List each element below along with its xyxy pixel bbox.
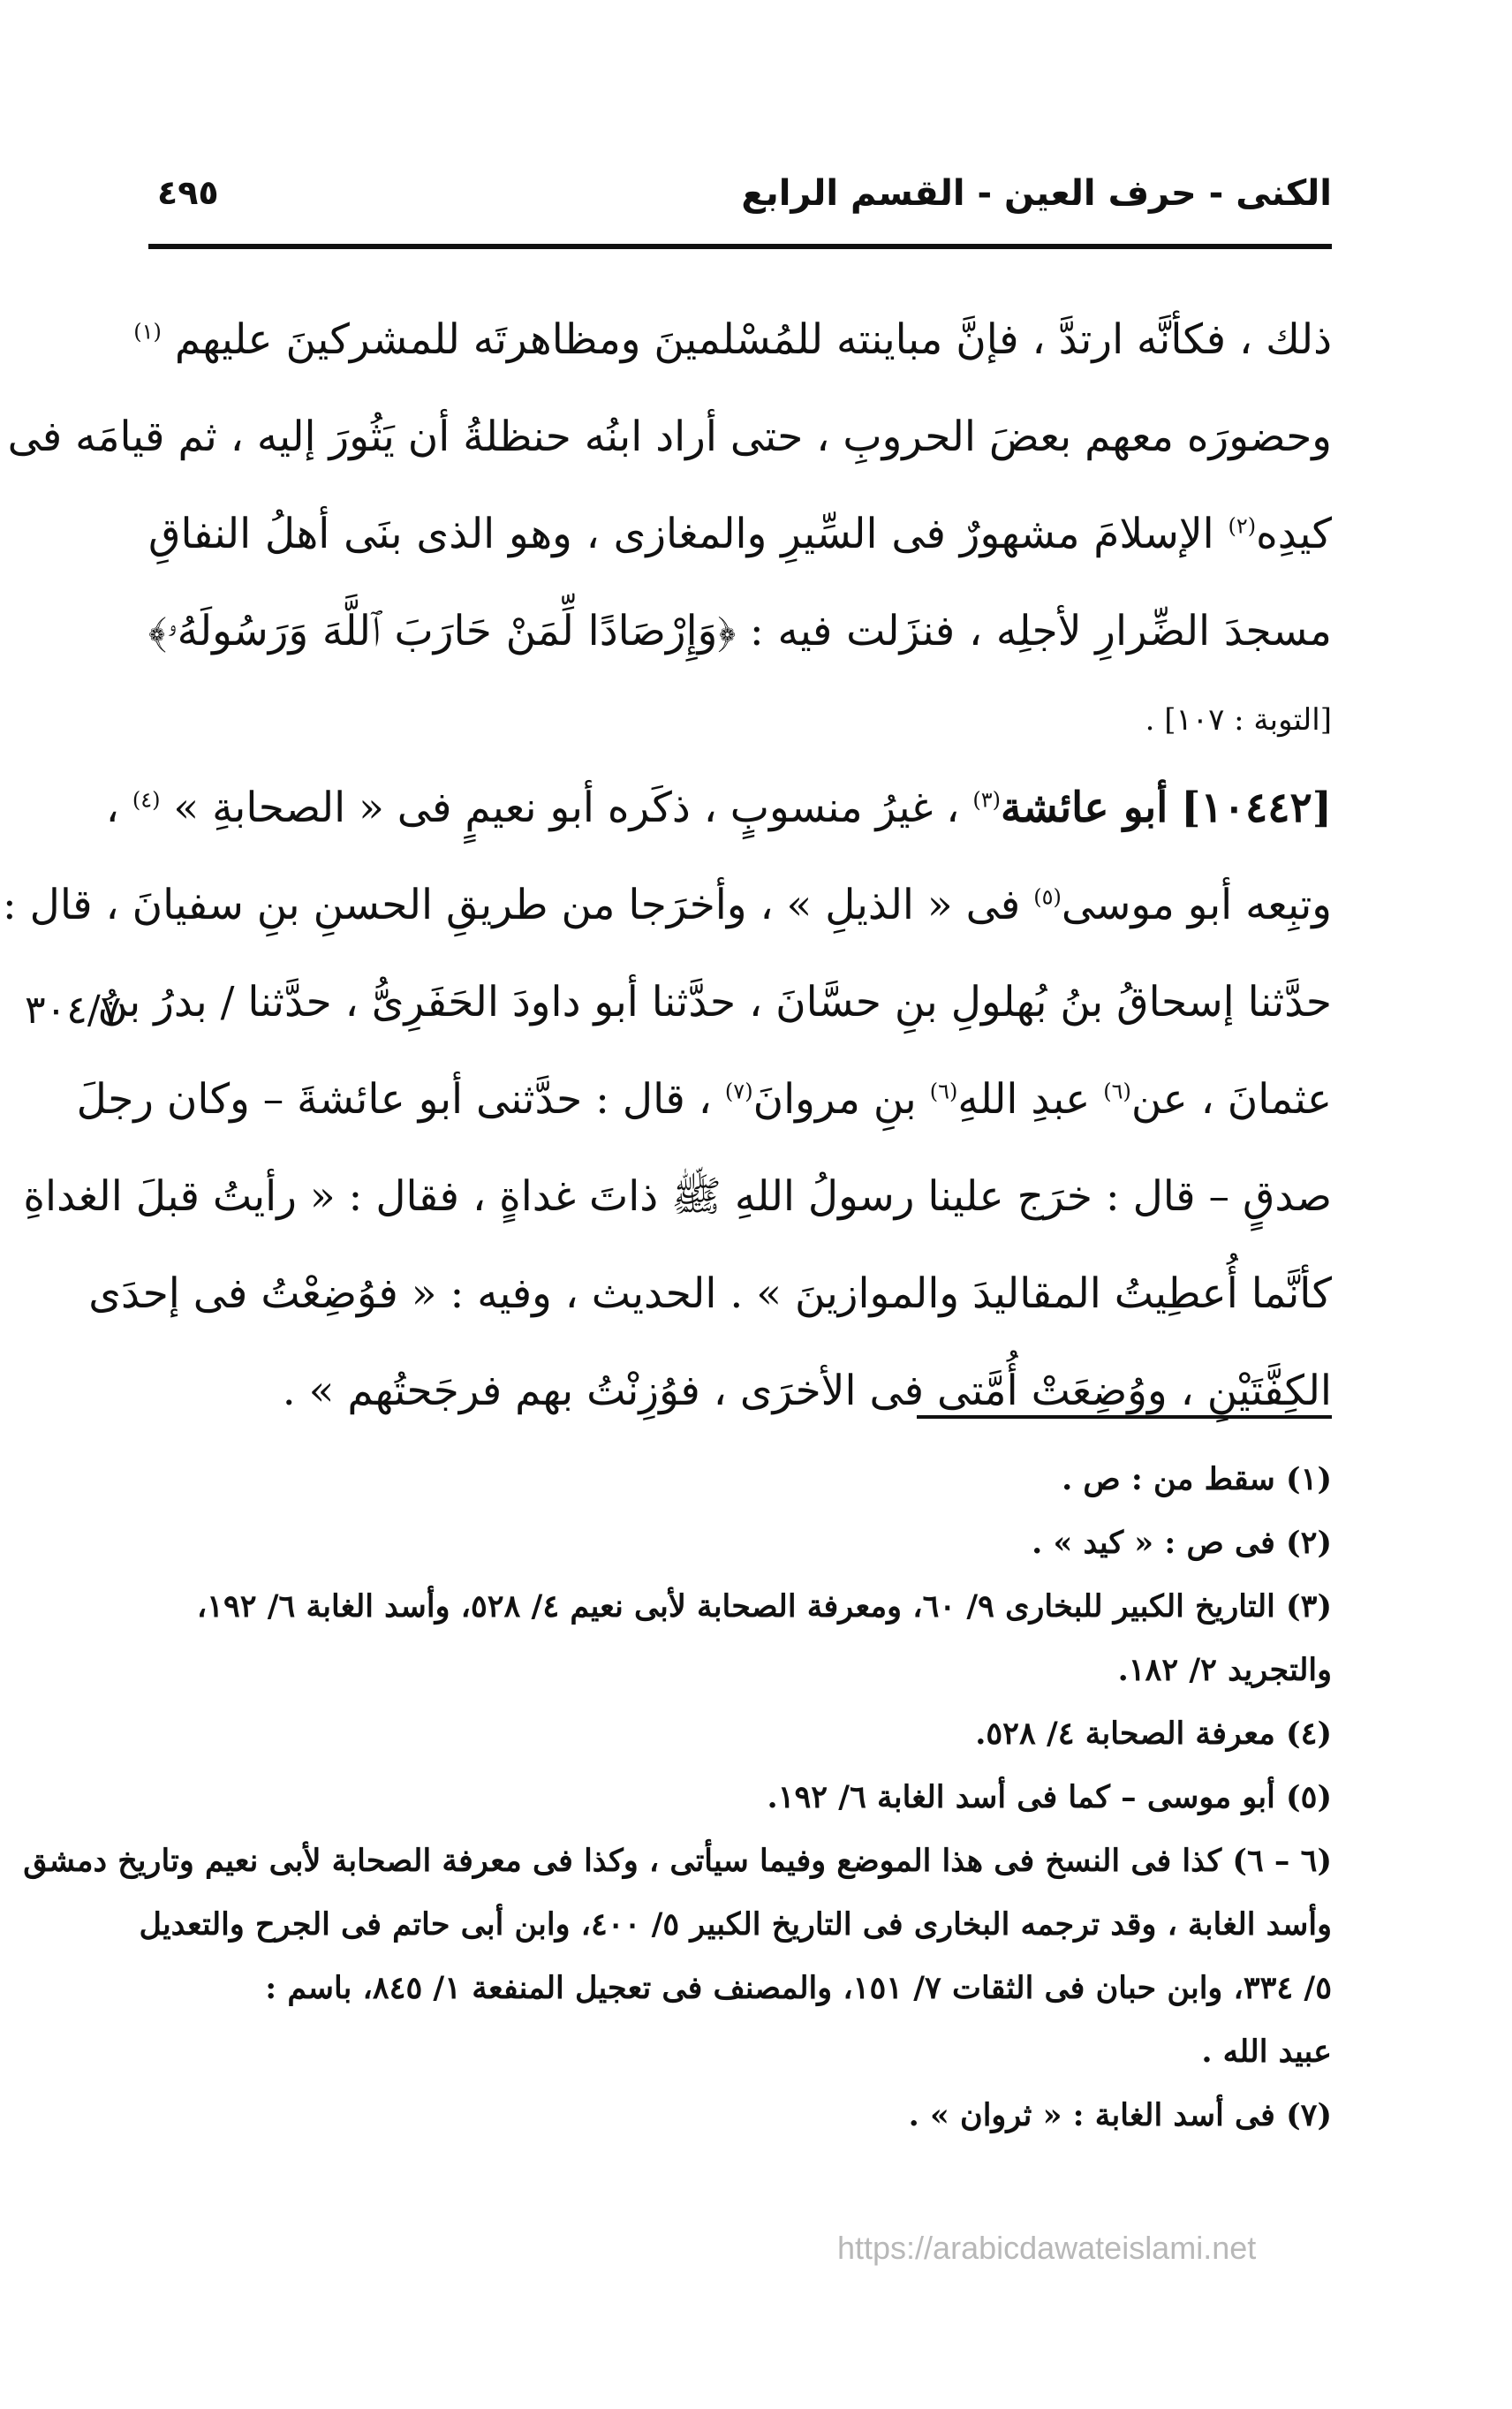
running-header [148, 166, 1332, 237]
watermark-url: https://arabicdawateislami.net [837, 2230, 1257, 2266]
footnotes [23, 1449, 1332, 2148]
footnote: (٤) معرفة الصحابة ٤/ ٥٢٨. [975, 1716, 1332, 1752]
line-text: الإسلامَ مشهورٌ فى السِّيرِ والمغازى ، وهو الذى بنَى أهلُ النفاقِ [148, 510, 1228, 558]
line-text: عثمانَ ، عن [1130, 1075, 1332, 1124]
text-line [88, 1246, 1332, 1343]
text-line [7, 389, 1332, 486]
line-text: ، قال : حدَّثنى أبو عائشةَ – وكان رجلَ [76, 1075, 725, 1124]
line-text: حدَّثنا إسحاقُ بنُ بُهلولِ بنِ حسَّانَ ، حدَّثنا أبو داودَ الحَفَرِىُّ ، حدَّثنا / بدرُ بنُ [97, 978, 1332, 1026]
footnote: (٥) أبو موسى – كما فى أسد الغابة ٦/ ١٩٢. [767, 1779, 1332, 1815]
text-line [97, 954, 1332, 1051]
footnote-ref[interactable]: (١) [133, 319, 162, 345]
footnote-divider [917, 1415, 1332, 1419]
margin-note: ٣٠٤/٧ [25, 988, 122, 1033]
text-line [148, 583, 1332, 680]
line-text: ذلك ، فكأنَّه ارتدَّ ، فإنَّ مباينته للمُسْلمينَ ومظاهرتَه للمشركينَ عليهم [161, 315, 1332, 364]
line-text: ، غيرُ منسوبٍ ، ذكَره أبو نعيمٍ فى « الصحابةِ » [160, 784, 973, 832]
text-line [148, 486, 1332, 583]
text-line [133, 292, 1332, 389]
line-text: صدقٍ – قال : خرَج علينا رسولُ اللهِ ﷺ ذاتَ غداةٍ ، فقال : « رأيتُ قبلَ الغداةِ [23, 1172, 1332, 1221]
line-text: عبدِ اللهِ [957, 1075, 1104, 1124]
text-line [2, 857, 1332, 954]
line-text: بنِ مروانَ [752, 1075, 930, 1124]
footnote: (١) سقط من : ص . [1062, 1461, 1332, 1497]
entry-number: [١٠٤٤٢] [1181, 784, 1332, 832]
footnote-ref[interactable]: (٢) [1228, 513, 1257, 539]
footnote-ref[interactable]: (٤) [132, 787, 161, 813]
footnote-continuation: ٥/ ٣٣٤، وابن حبان فى الثقات ٧/ ١٥١، والمصنف فى تعجيل المنفعة ١/ ٨٤٥، باسم : [265, 1970, 1332, 2006]
footnote-ref[interactable]: (٦) [1103, 1079, 1131, 1104]
entry-heading-line [105, 760, 1332, 857]
footnote-ref[interactable]: (٧) [724, 1079, 753, 1104]
footnote-ref[interactable]: (٣) [972, 787, 1001, 813]
header-title: الكنى - حرف العين - القسم الرابع [741, 173, 1332, 214]
footnote: (٧) فى أسد الغابة : « ثروان » . [908, 2097, 1332, 2133]
line-text: مسجدَ الضِّرارِ لأجلِه ، فنزَلت فيه : ﴿وَإِرْصَادًا لِّمَنْ حَارَبَ ٱللَّهَ وَرَسُولَهُۥ﴾ [148, 607, 1332, 655]
footnote: (٢) فى ص : « كيد » . [1032, 1525, 1332, 1561]
line-text: الكِفَّتَيْنِ ، ووُضِعَتْ أُمَّتى فى الأخرَى ، فوُزِنْتُ بهم فرجَحتُهم » . [282, 1367, 1332, 1415]
line-text: [التوبة : ١٠٧] . [1145, 702, 1332, 738]
line-text: ، [105, 784, 132, 832]
footnote-continuation: وأسد الغابة ، وقد ترجمه البخارى فى التاريخ الكبير ٥/ ٤٠٠، وابن أبى حاتم فى الجرح والتعديل [139, 1906, 1332, 1943]
footnote-continuation: عبيد الله . [1201, 2034, 1332, 2070]
page-number: ٤٩٥ [157, 173, 219, 212]
footnote-ref[interactable]: (٥) [1033, 884, 1062, 910]
entry-name: أبو عائشة [1000, 784, 1168, 832]
header-divider [148, 244, 1332, 249]
line-text: وحضورَه معهم بعضَ الحروبِ ، حتى أراد ابنُه حنظلةُ أن يَثُورَ إليه ، ثم قيامَه فى [7, 413, 1332, 461]
line-text: كيدِه [1256, 510, 1332, 558]
footnote: (٦ – ٦) كذا فى النسخ فى هذا الموضع وفيما سيأتى ، وكذا فى معرفة الصحابة لأبى نعيم وتاريخ دمشق [23, 1843, 1332, 1879]
text-line [23, 1148, 1332, 1246]
verse-reference [148, 680, 1332, 760]
footnote-ref[interactable]: (٦) [929, 1079, 958, 1104]
footnote-continuation: والتجريد ٢/ ١٨٢. [1117, 1652, 1332, 1688]
text-line [148, 1343, 1332, 1440]
line-text: وتبِعه أبو موسى [1061, 881, 1332, 929]
text-line [76, 1051, 1332, 1148]
line-text: كأنَّما أُعطِيتُ المقاليدَ والموازينَ » . الحديث ، وفيه : « فوُضِعْتُ فى إحدَى [88, 1269, 1332, 1318]
footnote: (٣) التاريخ الكبير للبخارى ٩/ ٦٠، ومعرفة الصحابة لأبى نعيم ٤/ ٥٢٨، وأسد الغابة ٦/ ١٩٢، [196, 1588, 1332, 1625]
line-text: فى « الذيلِ » ، وأخرَجا من طريقِ الحسنِ بنِ سفيانَ ، قال : [2, 881, 1034, 929]
